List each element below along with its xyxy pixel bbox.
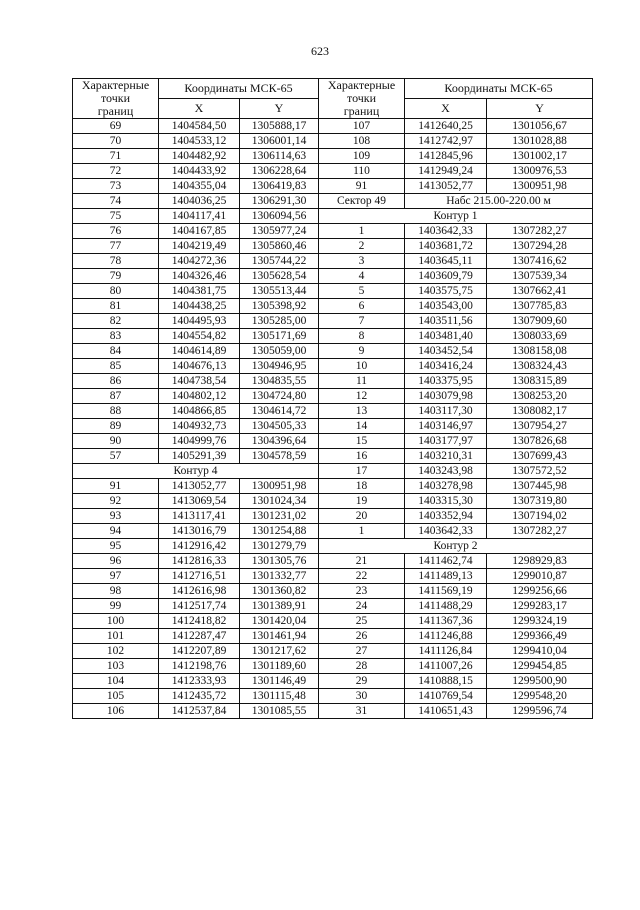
y-coord-right: 1299010,87 bbox=[487, 569, 593, 584]
table-row bbox=[73, 344, 593, 359]
y-coord-left: 1301461,94 bbox=[240, 629, 319, 644]
x-coord-right: 1403543,00 bbox=[405, 299, 487, 314]
table-row bbox=[73, 224, 593, 239]
y-coord-right: 1301002,17 bbox=[487, 149, 593, 164]
table-row bbox=[73, 284, 593, 299]
y-coord-right: 1300951,98 bbox=[487, 179, 593, 194]
x-coord-right: 1403177,97 bbox=[405, 434, 487, 449]
table-row bbox=[73, 314, 593, 329]
x-coord-right: 1413052,77 bbox=[405, 179, 487, 194]
point-id-right: 10 bbox=[319, 359, 405, 374]
table-row bbox=[73, 569, 593, 584]
point-id-left: 100 bbox=[73, 614, 159, 629]
point-id-right: 17 bbox=[319, 464, 405, 479]
y-coord-left: 1305888,17 bbox=[240, 119, 319, 134]
x-coord-left: 1404355,04 bbox=[159, 179, 240, 194]
table-row bbox=[73, 329, 593, 344]
x-coord-left: 1404738,54 bbox=[159, 374, 240, 389]
y-coord-right: 1307319,80 bbox=[487, 494, 593, 509]
point-id-right: 19 bbox=[319, 494, 405, 509]
point-id-left: 77 bbox=[73, 239, 159, 254]
x-coord-left: 1404999,76 bbox=[159, 434, 240, 449]
point-id-right: 16 bbox=[319, 449, 405, 464]
y-coord-right: 1308033,69 bbox=[487, 329, 593, 344]
x-coord-left: 1404932,73 bbox=[159, 419, 240, 434]
x-coord-right: 1403452,54 bbox=[405, 344, 487, 359]
x-coord-left: 1412616,98 bbox=[159, 584, 240, 599]
x-coord-right: 1412640,25 bbox=[405, 119, 487, 134]
x-coord-right: 1411007,26 bbox=[405, 659, 487, 674]
header-points-line3: границ bbox=[343, 104, 380, 118]
table-row bbox=[73, 584, 593, 599]
point-id-left: 86 bbox=[73, 374, 159, 389]
page-number: 623 bbox=[311, 44, 329, 58]
y-coord-left: 1304505,33 bbox=[240, 419, 319, 434]
x-coord-left: 1412418,82 bbox=[159, 614, 240, 629]
point-id-left: 83 bbox=[73, 329, 159, 344]
x-coord-right: 1403416,24 bbox=[405, 359, 487, 374]
y-coord-right: 1307662,41 bbox=[487, 284, 593, 299]
table-row bbox=[73, 179, 593, 194]
y-coord-right: 1299256,66 bbox=[487, 584, 593, 599]
x-coord-left: 1404326,46 bbox=[159, 269, 240, 284]
point-id-left: 95 bbox=[73, 539, 159, 554]
y-coord-left: 1301332,77 bbox=[240, 569, 319, 584]
point-id-left: 90 bbox=[73, 434, 159, 449]
table-row bbox=[73, 449, 593, 464]
table-row bbox=[73, 464, 593, 479]
y-coord-right: 1307282,27 bbox=[487, 224, 593, 239]
x-coord-left: 1412333,93 bbox=[159, 674, 240, 689]
x-coord-left: 1404272,36 bbox=[159, 254, 240, 269]
y-coord-left: 1305744,22 bbox=[240, 254, 319, 269]
point-id-left: 71 bbox=[73, 149, 159, 164]
table-row bbox=[73, 524, 593, 539]
table-row bbox=[73, 149, 593, 164]
x-coord-left: 1405291,39 bbox=[159, 449, 240, 464]
y-coord-left: 1305977,24 bbox=[240, 224, 319, 239]
point-id-left: 81 bbox=[73, 299, 159, 314]
y-coord-left: 1300951,98 bbox=[240, 479, 319, 494]
point-id-left: 87 bbox=[73, 389, 159, 404]
point-id-left: 99 bbox=[73, 599, 159, 614]
x-coord-left: 1404533,12 bbox=[159, 134, 240, 149]
y-coord-left: 1305860,46 bbox=[240, 239, 319, 254]
point-id-left: 74 bbox=[73, 194, 159, 209]
x-coord-right: 1403609,79 bbox=[405, 269, 487, 284]
table-row bbox=[73, 194, 593, 209]
x-coord-right: 1411489,13 bbox=[405, 569, 487, 584]
x-coord-left: 1413016,79 bbox=[159, 524, 240, 539]
y-coord-left: 1306291,30 bbox=[240, 194, 319, 209]
y-coord-left: 1304396,64 bbox=[240, 434, 319, 449]
x-coord-left: 1412198,76 bbox=[159, 659, 240, 674]
table-row bbox=[73, 359, 593, 374]
x-coord-left: 1412517,74 bbox=[159, 599, 240, 614]
y-coord-right: 1308082,17 bbox=[487, 404, 593, 419]
point-id-left: 72 bbox=[73, 164, 159, 179]
point-id-left: 84 bbox=[73, 344, 159, 359]
table-row bbox=[73, 119, 593, 134]
y-coord-left: 1306228,64 bbox=[240, 164, 319, 179]
y-coord-left: 1304724,80 bbox=[240, 389, 319, 404]
y-coord-right: 1307785,83 bbox=[487, 299, 593, 314]
y-coord-left: 1304578,59 bbox=[240, 449, 319, 464]
point-id-left: 101 bbox=[73, 629, 159, 644]
x-coord-left: 1412916,42 bbox=[159, 539, 240, 554]
point-id-left: 88 bbox=[73, 404, 159, 419]
point-id-right: 26 bbox=[319, 629, 405, 644]
table-row bbox=[73, 494, 593, 509]
y-coord-right: 1299366,49 bbox=[487, 629, 593, 644]
point-id-right: 5 bbox=[319, 284, 405, 299]
table-header bbox=[73, 79, 593, 119]
y-coord-left: 1305059,00 bbox=[240, 344, 319, 359]
y-coord-right: 1301056,67 bbox=[487, 119, 593, 134]
x-coord-right: 1403146,97 bbox=[405, 419, 487, 434]
y-coord-left: 1306419,83 bbox=[240, 179, 319, 194]
table-row bbox=[73, 299, 593, 314]
point-id-right: 20 bbox=[319, 509, 405, 524]
y-coord-right: 1301028,88 bbox=[487, 134, 593, 149]
coordinates-table bbox=[72, 78, 593, 719]
point-id-left: 91 bbox=[73, 479, 159, 494]
table-row bbox=[73, 629, 593, 644]
y-coord-left: 1301420,04 bbox=[240, 614, 319, 629]
point-id-right: 9 bbox=[319, 344, 405, 359]
table-row bbox=[73, 209, 593, 224]
header-points-left bbox=[73, 79, 159, 119]
x-coord-left: 1413052,77 bbox=[159, 479, 240, 494]
point-id-right: 109 bbox=[319, 149, 405, 164]
y-coord-right: 1307699,43 bbox=[487, 449, 593, 464]
header-y-left: Y bbox=[240, 99, 319, 119]
x-coord-right: 1403681,72 bbox=[405, 239, 487, 254]
table-row bbox=[73, 659, 593, 674]
y-coord-right: 1308253,20 bbox=[487, 389, 593, 404]
y-coord-left: 1301305,76 bbox=[240, 554, 319, 569]
header-coords-right: Координаты МСК-65 bbox=[405, 79, 593, 99]
y-coord-right: 1299548,20 bbox=[487, 689, 593, 704]
y-coord-right: 1299283,17 bbox=[487, 599, 593, 614]
point-id-left: 96 bbox=[73, 554, 159, 569]
contour-title-left: Контур 4 bbox=[73, 464, 319, 479]
point-id-right: 24 bbox=[319, 599, 405, 614]
y-coord-right: 1307954,27 bbox=[487, 419, 593, 434]
table-row bbox=[73, 389, 593, 404]
header-coords-left: Координаты МСК-65 bbox=[159, 79, 319, 99]
x-coord-right: 1410651,43 bbox=[405, 704, 487, 719]
x-coord-right: 1403375,95 bbox=[405, 374, 487, 389]
x-coord-left: 1404117,41 bbox=[159, 209, 240, 224]
point-id-right: 15 bbox=[319, 434, 405, 449]
header-points-right bbox=[319, 79, 405, 119]
y-coord-right: 1299410,04 bbox=[487, 644, 593, 659]
point-id-right: 25 bbox=[319, 614, 405, 629]
contour-title-right: Контур 1 bbox=[319, 209, 593, 224]
y-coord-right: 1307194,02 bbox=[487, 509, 593, 524]
point-id-left: 57 bbox=[73, 449, 159, 464]
x-coord-left: 1412537,84 bbox=[159, 704, 240, 719]
point-id-right: 1 bbox=[319, 524, 405, 539]
point-id-right: 21 bbox=[319, 554, 405, 569]
header-x-left: X bbox=[159, 99, 240, 119]
point-id-right: 8 bbox=[319, 329, 405, 344]
y-coord-left: 1301115,48 bbox=[240, 689, 319, 704]
x-coord-left: 1404866,85 bbox=[159, 404, 240, 419]
point-id-right: 107 bbox=[319, 119, 405, 134]
point-id-right: 13 bbox=[319, 404, 405, 419]
point-id-right: 4 bbox=[319, 269, 405, 284]
point-id-right: 110 bbox=[319, 164, 405, 179]
point-id-left: 92 bbox=[73, 494, 159, 509]
point-id-right: 1 bbox=[319, 224, 405, 239]
x-coord-left: 1404482,92 bbox=[159, 149, 240, 164]
x-coord-left: 1404219,49 bbox=[159, 239, 240, 254]
point-id-left: 69 bbox=[73, 119, 159, 134]
y-coord-right: 1307294,28 bbox=[487, 239, 593, 254]
point-id-right: 14 bbox=[319, 419, 405, 434]
y-coord-right: 1298929,83 bbox=[487, 554, 593, 569]
x-coord-right: 1403243,98 bbox=[405, 464, 487, 479]
sector-height-right: Набс 215.00-220.00 м bbox=[405, 194, 593, 209]
x-coord-left: 1404802,12 bbox=[159, 389, 240, 404]
y-coord-right: 1308158,08 bbox=[487, 344, 593, 359]
header-points-line2: точки bbox=[100, 91, 131, 105]
x-coord-right: 1411126,84 bbox=[405, 644, 487, 659]
x-coord-left: 1412287,47 bbox=[159, 629, 240, 644]
x-coord-right: 1403079,98 bbox=[405, 389, 487, 404]
y-coord-left: 1306114,63 bbox=[240, 149, 319, 164]
y-coord-left: 1304946,95 bbox=[240, 359, 319, 374]
y-coord-left: 1301254,88 bbox=[240, 524, 319, 539]
y-coord-left: 1305398,92 bbox=[240, 299, 319, 314]
table-row bbox=[73, 614, 593, 629]
point-id-left: 93 bbox=[73, 509, 159, 524]
y-coord-right: 1308324,43 bbox=[487, 359, 593, 374]
point-id-left: 98 bbox=[73, 584, 159, 599]
y-coord-left: 1304614,72 bbox=[240, 404, 319, 419]
point-id-right: 7 bbox=[319, 314, 405, 329]
x-coord-right: 1410888,15 bbox=[405, 674, 487, 689]
x-coord-right: 1411488,29 bbox=[405, 599, 487, 614]
table-row bbox=[73, 509, 593, 524]
x-coord-left: 1404381,75 bbox=[159, 284, 240, 299]
point-id-right: 11 bbox=[319, 374, 405, 389]
x-coord-left: 1404676,13 bbox=[159, 359, 240, 374]
y-coord-left: 1301217,62 bbox=[240, 644, 319, 659]
x-coord-left: 1404036,25 bbox=[159, 194, 240, 209]
x-coord-left: 1404438,25 bbox=[159, 299, 240, 314]
x-coord-left: 1412816,33 bbox=[159, 554, 240, 569]
table-row bbox=[73, 374, 593, 389]
y-coord-right: 1307282,27 bbox=[487, 524, 593, 539]
y-coord-left: 1306001,14 bbox=[240, 134, 319, 149]
y-coord-right: 1307909,60 bbox=[487, 314, 593, 329]
point-id-left: 105 bbox=[73, 689, 159, 704]
table-row bbox=[73, 419, 593, 434]
table-row bbox=[73, 599, 593, 614]
y-coord-right: 1307445,98 bbox=[487, 479, 593, 494]
y-coord-right: 1299454,85 bbox=[487, 659, 593, 674]
y-coord-left: 1301389,91 bbox=[240, 599, 319, 614]
y-coord-left: 1301024,34 bbox=[240, 494, 319, 509]
point-id-left: 76 bbox=[73, 224, 159, 239]
x-coord-right: 1403511,56 bbox=[405, 314, 487, 329]
x-coord-right: 1403117,30 bbox=[405, 404, 487, 419]
y-coord-right: 1300976,53 bbox=[487, 164, 593, 179]
point-id-right: 31 bbox=[319, 704, 405, 719]
point-id-right: 18 bbox=[319, 479, 405, 494]
sector-label-right: Сектор 49 bbox=[319, 194, 405, 209]
table-body bbox=[73, 119, 593, 719]
point-id-right: 28 bbox=[319, 659, 405, 674]
point-id-right: 30 bbox=[319, 689, 405, 704]
table-row bbox=[73, 689, 593, 704]
point-id-right: 27 bbox=[319, 644, 405, 659]
point-id-left: 75 bbox=[73, 209, 159, 224]
y-coord-right: 1307826,68 bbox=[487, 434, 593, 449]
y-coord-right: 1299500,90 bbox=[487, 674, 593, 689]
point-id-left: 104 bbox=[73, 674, 159, 689]
point-id-left: 79 bbox=[73, 269, 159, 284]
header-points-line2: точки bbox=[346, 91, 377, 105]
table-row bbox=[73, 704, 593, 719]
table-row bbox=[73, 269, 593, 284]
header-points-line3: границ bbox=[97, 104, 134, 118]
x-coord-right: 1411569,19 bbox=[405, 584, 487, 599]
point-id-left: 82 bbox=[73, 314, 159, 329]
table-row bbox=[73, 644, 593, 659]
point-id-left: 80 bbox=[73, 284, 159, 299]
y-coord-left: 1304835,55 bbox=[240, 374, 319, 389]
y-coord-left: 1301231,02 bbox=[240, 509, 319, 524]
x-coord-right: 1410769,54 bbox=[405, 689, 487, 704]
x-coord-left: 1404495,93 bbox=[159, 314, 240, 329]
point-id-left: 102 bbox=[73, 644, 159, 659]
x-coord-right: 1403278,98 bbox=[405, 479, 487, 494]
point-id-left: 78 bbox=[73, 254, 159, 269]
y-coord-right: 1299324,19 bbox=[487, 614, 593, 629]
y-coord-right: 1307572,52 bbox=[487, 464, 593, 479]
x-coord-right: 1403575,75 bbox=[405, 284, 487, 299]
table-row bbox=[73, 674, 593, 689]
y-coord-left: 1305171,69 bbox=[240, 329, 319, 344]
table-row bbox=[73, 134, 593, 149]
point-id-left: 85 bbox=[73, 359, 159, 374]
x-coord-right: 1411462,74 bbox=[405, 554, 487, 569]
x-coord-right: 1412949,24 bbox=[405, 164, 487, 179]
point-id-right: 108 bbox=[319, 134, 405, 149]
y-coord-left: 1305285,00 bbox=[240, 314, 319, 329]
x-coord-left: 1404433,92 bbox=[159, 164, 240, 179]
point-id-left: 73 bbox=[73, 179, 159, 194]
x-coord-left: 1412207,89 bbox=[159, 644, 240, 659]
x-coord-left: 1413117,41 bbox=[159, 509, 240, 524]
x-coord-left: 1412435,72 bbox=[159, 689, 240, 704]
point-id-right: 3 bbox=[319, 254, 405, 269]
table-row bbox=[73, 254, 593, 269]
point-id-left: 97 bbox=[73, 569, 159, 584]
table-row bbox=[73, 554, 593, 569]
x-coord-right: 1403352,94 bbox=[405, 509, 487, 524]
table-row bbox=[73, 539, 593, 554]
table-row bbox=[73, 164, 593, 179]
x-coord-left: 1413069,54 bbox=[159, 494, 240, 509]
table-row bbox=[73, 479, 593, 494]
table-row bbox=[73, 239, 593, 254]
y-coord-right: 1307539,34 bbox=[487, 269, 593, 284]
point-id-right: 2 bbox=[319, 239, 405, 254]
y-coord-left: 1305513,44 bbox=[240, 284, 319, 299]
x-coord-left: 1412716,51 bbox=[159, 569, 240, 584]
x-coord-right: 1403642,33 bbox=[405, 524, 487, 539]
y-coord-left: 1306094,56 bbox=[240, 209, 319, 224]
y-coord-left: 1301146,49 bbox=[240, 674, 319, 689]
point-id-left: 70 bbox=[73, 134, 159, 149]
y-coord-right: 1299596,74 bbox=[487, 704, 593, 719]
y-coord-right: 1307416,62 bbox=[487, 254, 593, 269]
x-coord-right: 1403210,31 bbox=[405, 449, 487, 464]
point-id-left: 94 bbox=[73, 524, 159, 539]
header-points-line1: Характерные bbox=[327, 78, 396, 92]
table-row bbox=[73, 404, 593, 419]
table-row bbox=[73, 434, 593, 449]
point-id-left: 106 bbox=[73, 704, 159, 719]
y-coord-left: 1301085,55 bbox=[240, 704, 319, 719]
y-coord-left: 1301189,60 bbox=[240, 659, 319, 674]
x-coord-right: 1403481,40 bbox=[405, 329, 487, 344]
x-coord-left: 1404614,89 bbox=[159, 344, 240, 359]
x-coord-right: 1411367,36 bbox=[405, 614, 487, 629]
x-coord-right: 1403645,11 bbox=[405, 254, 487, 269]
header-points-line1: Характерные bbox=[81, 78, 150, 92]
point-id-right: 29 bbox=[319, 674, 405, 689]
header-x-right: X bbox=[405, 99, 487, 119]
x-coord-left: 1404584,50 bbox=[159, 119, 240, 134]
x-coord-right: 1403315,30 bbox=[405, 494, 487, 509]
y-coord-left: 1301279,79 bbox=[240, 539, 319, 554]
point-id-right: 6 bbox=[319, 299, 405, 314]
y-coord-left: 1305628,54 bbox=[240, 269, 319, 284]
x-coord-right: 1403642,33 bbox=[405, 224, 487, 239]
y-coord-left: 1301360,82 bbox=[240, 584, 319, 599]
point-id-left: 89 bbox=[73, 419, 159, 434]
x-coord-right: 1411246,88 bbox=[405, 629, 487, 644]
y-coord-right: 1308315,89 bbox=[487, 374, 593, 389]
point-id-left: 103 bbox=[73, 659, 159, 674]
x-coord-left: 1404167,85 bbox=[159, 224, 240, 239]
header-y-right: Y bbox=[487, 99, 593, 119]
point-id-right: 23 bbox=[319, 584, 405, 599]
point-id-right: 22 bbox=[319, 569, 405, 584]
x-coord-right: 1412845,96 bbox=[405, 149, 487, 164]
point-id-right: 91 bbox=[319, 179, 405, 194]
point-id-right: 12 bbox=[319, 389, 405, 404]
x-coord-right: 1412742,97 bbox=[405, 134, 487, 149]
contour-title-right: Контур 2 bbox=[319, 539, 593, 554]
x-coord-left: 1404554,82 bbox=[159, 329, 240, 344]
